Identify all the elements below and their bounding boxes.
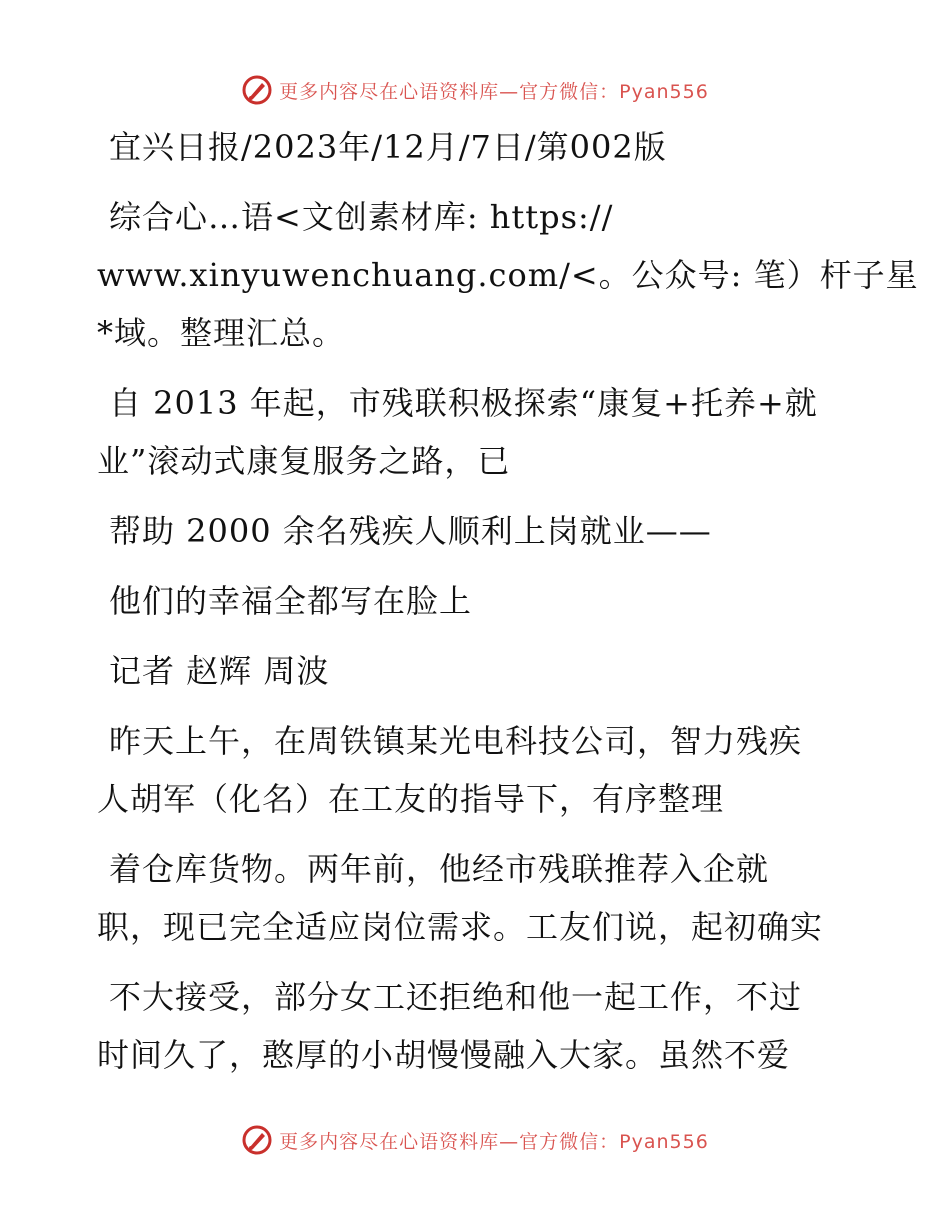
body-line: 昨天上午，在周铁镇某光电科技公司，智力残疾 [109,722,803,760]
source-line: www.xinyuwenchuang.com/<。公众号: 笔）杆子星 [97,256,919,294]
body-line: 职，现已完全适应岗位需求。工友们说，起初确实 [97,908,824,946]
body-line: 人胡军（化名）在工友的指导下，有序整理 [97,780,725,818]
subhead: 帮助 2000 余名残疾人顺利上岗就业—— [109,512,712,550]
pen-seal-icon [241,74,273,106]
source-line: *域。整理汇总。 [97,314,346,352]
headline: 他们的幸福全都写在脸上 [109,582,473,620]
pen-seal-icon [241,1124,273,1156]
footer-watermark [0,1120,950,1160]
body-line: 着仓库货物。两年前，他经市残联推荐入企就 [109,850,770,888]
article-content [97,118,919,1084]
body-line: 不大接受，部分女工还拒绝和他一起工作，不过 [109,978,803,1016]
source-line: 综合心…语<文创素材库: https:// [109,198,614,236]
watermark-text: 更多内容尽在心语资料库—官方微信：Pyan556 [279,1130,709,1153]
watermark-text: 更多内容尽在心语资料库—官方微信：Pyan556 [279,80,709,103]
byline: 记者 赵辉 周波 [109,652,330,690]
kicker-line: 自 2013 年起，市残联积极探索“康复+托养+就 [109,384,818,422]
kicker-line: 业”滚动式康复服务之路，已 [97,442,511,480]
body-line: 时间久了，憨厚的小胡慢慢融入大家。虽然不爱 [97,1036,791,1074]
dateline: 宜兴日报/2023年/12月/7日/第002版 [109,128,667,166]
header-watermark [0,70,950,110]
